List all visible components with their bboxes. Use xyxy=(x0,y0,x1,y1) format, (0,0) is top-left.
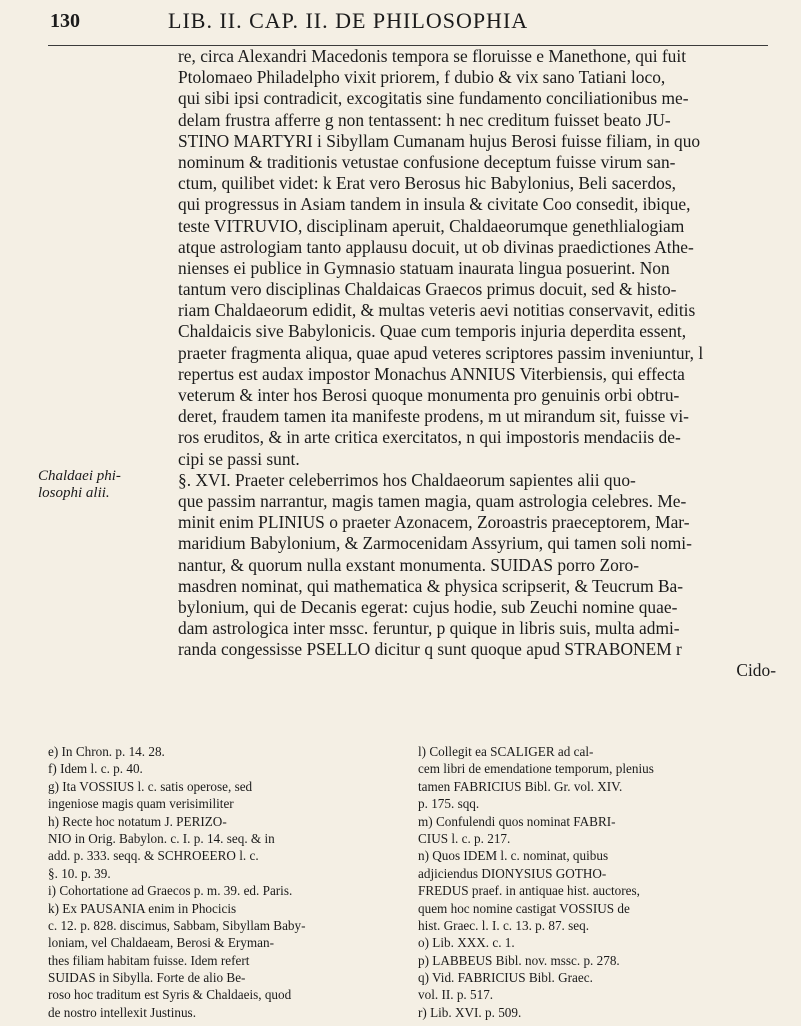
footnote-line: r) Lib. XVI. p. 509. xyxy=(418,1004,522,1020)
footnote-line: f) Idem l. c. p. 40. xyxy=(48,761,143,777)
text-line: randa congessisse PSELLO dicitur q sunt quoque apud STRABONEM r xyxy=(178,639,682,660)
footnote-line: FREDUS praef. in antiquae hist. auctores, xyxy=(418,883,640,899)
text-line: qui sibi ipsi contradicit, excogitatis sine fundamento conciliationibus me- xyxy=(178,88,689,109)
text-line: qui progressus in Asiam tandem in insula & civitate Coo consedit, ibique, xyxy=(178,194,691,215)
text-line: repertus est audax impostor Monachus ANNIUS Viterbiensis, qui effecta xyxy=(178,363,685,384)
footnote-line: m) Confulendi quos nominat FABRI- xyxy=(418,813,616,829)
text-line: minit enim PLINIUS o praeter Azonacem, Zoroastris praeceptorem, Mar- xyxy=(178,512,690,533)
text-line: atque astrologiam tanto applausu docuit, ut ob divinas praedictiones Athe- xyxy=(178,236,694,257)
footnote-line: tamen FABRICIUS Bibl. Gr. vol. XIV. xyxy=(418,778,623,794)
catchword: Cido- xyxy=(736,660,776,681)
margin-note-line: losophi alii. xyxy=(38,485,110,501)
page-number: 130 xyxy=(50,10,80,32)
text-line: ros eruditos, & in arte critica exercitatos, n qui impostoris mendaciis de- xyxy=(178,427,681,448)
footnote-line: de nostro intellexit Justinus. xyxy=(48,1004,196,1020)
footnotes-left xyxy=(48,743,398,1021)
footnote-line: add. p. 333. seqq. & SCHROEERO l. c. xyxy=(48,848,259,864)
footnote-line: p) LABBEUS Bibl. nov. mssc. p. 278. xyxy=(418,952,620,968)
text-line: delam frustra afferre g non tentassent: h nec creditum fuisset beato JU- xyxy=(178,109,671,130)
margin-note-line: Chaldaei phi- xyxy=(38,468,121,484)
footnote-line: i) Cohortatione ad Graecos p. m. 39. ed. Paris. xyxy=(48,883,293,899)
text-line: dam astrologica inter mssc. feruntur, p quique in libris suis, multa admi- xyxy=(178,618,680,639)
main-text xyxy=(178,46,776,682)
text-line: re, circa Alexandri Macedonis tempora se floruisse e Manethone, qui fuit xyxy=(178,46,687,66)
text-line: cipi se passi sunt. xyxy=(178,448,300,469)
footnote-line: e) In Chron. p. 14. 28. xyxy=(48,744,165,759)
text-line: nantur, & quorum nulla exstant monumenta. SUIDAS porro Zoro- xyxy=(178,554,640,575)
footnote-line: n) Quos IDEM l. c. nominat, quibus xyxy=(418,848,609,864)
text-line: ctum, quilibet videt: k Erat vero Berosus hic Babylonius, Beli sacerdos, xyxy=(178,173,676,194)
footnote-line: g) Ita VOSSIUS l. c. satis operose, sed xyxy=(48,778,253,794)
text-line: masdren nominat, qui mathematica & physica scripserit, & Teucrum Ba- xyxy=(178,575,684,596)
footnotes-right xyxy=(418,743,770,1021)
text-line: teste VITRUVIO, disciplinam aperuit, Chaldaeorumque genethlialogiam xyxy=(178,215,685,236)
footnote-line: NIO in Orig. Babylon. c. I. p. 14. seq. & in xyxy=(48,830,275,846)
footnote-line: ingeniose magis quam verisimiliter xyxy=(48,796,234,812)
text-line: tantum vero disciplinas Chaldaicas Graecos primus docuit, sed & histo- xyxy=(178,279,677,300)
text-line: riam Chaldaeorum edidit, & multas veteris aevi notitias conservavit, editis xyxy=(178,300,696,321)
text-line: nominum & traditionis vetustae confusione deceptum fuisse virum san- xyxy=(178,151,676,172)
footnote-line: thes filiam habitam fuisse. Idem refert xyxy=(48,952,250,968)
footnote-line: o) Lib. XXX. c. 1. xyxy=(418,935,515,951)
text-line: veterum & inter hos Berosi quoque monumenta pro genuinis orbi obtru- xyxy=(178,385,680,405)
page-header xyxy=(0,6,801,40)
footnote-line: h) Recte hoc notatum J. PERIZO- xyxy=(48,813,227,829)
footnote-line: c. 12. p. 828. discimus, Sabbam, Sibyllam Baby- xyxy=(48,917,306,933)
footnote-line: SUIDAS in Sibylla. Forte de alio Be- xyxy=(48,970,246,986)
text-line: §. XVI. Praeter celeberrimos hos Chaldaeorum sapientes alii quo- xyxy=(178,469,636,490)
text-line: bylonium, qui de Decanis egerat: cujus hodie, sub Zeuchi nomine quae- xyxy=(178,596,678,617)
text-line: Ptolomaeo Philadelpho vixit priorem, f dubio & vix sano Tatiani loco, xyxy=(178,67,666,88)
footnote-line: cem libri de emendatione temporum, plenius xyxy=(418,761,654,777)
margin-note xyxy=(38,468,168,502)
footnote-line: p. 175. sqq. xyxy=(418,796,480,812)
text-line: maridium Babylonium, & Zarmocenidam Assyrium, qui tamen soli nomi- xyxy=(178,533,692,554)
text-line: nienses ei publice in Gymnasio statuam inaurata lingua posuerint. Non xyxy=(178,257,670,278)
footnote-line: adjiciendus DIONYSIUS GOTHO- xyxy=(418,865,607,881)
footnote-line: vol. II. p. 517. xyxy=(418,987,494,1003)
footnote-line: quem hoc nomine castigat VOSSIUS de xyxy=(418,900,630,916)
footnote-line: §. 10. p. 39. xyxy=(48,865,111,881)
footnote-line: loniam, vel Chaldaeam, Berosi & Eryman- xyxy=(48,935,274,951)
footnote-line: k) Ex PAUSANIA enim in Phocicis xyxy=(48,900,237,916)
text-line: Chaldaicis sive Babylonicis. Quae cum temporis injuria deperdita essent, xyxy=(178,321,687,342)
text-line: que passim narrantur, magis tamen magia, quam astrologia celebres. Me- xyxy=(178,490,687,511)
text-line: STINO MARTYRI i Sibyllam Cumanam hujus Berosi fuisse filiam, in quo xyxy=(178,130,701,151)
footnote-line: l) Collegit ea SCALIGER ad cal- xyxy=(418,744,594,759)
running-title: LIB. II. CAP. II. DE PHILOSOPHIA xyxy=(168,8,529,33)
footnote-line: q) Vid. FABRICIUS Bibl. Graec. xyxy=(418,970,593,986)
footnote-line: hist. Graec. l. I. c. 13. p. 87. seq. xyxy=(418,917,590,933)
text-line: praeter fragmenta aliqua, quae apud veteres scriptores passim inveniuntur, l xyxy=(178,342,704,363)
footnote-line: roso hoc traditum est Syris & Chaldaeis, quod xyxy=(48,987,292,1003)
footnote-line: CIUS l. c. p. 217. xyxy=(418,830,511,846)
text-line: deret, fraudem tamen ita manifeste prodens, m ut mirandum sit, fuisse vi- xyxy=(178,406,689,427)
